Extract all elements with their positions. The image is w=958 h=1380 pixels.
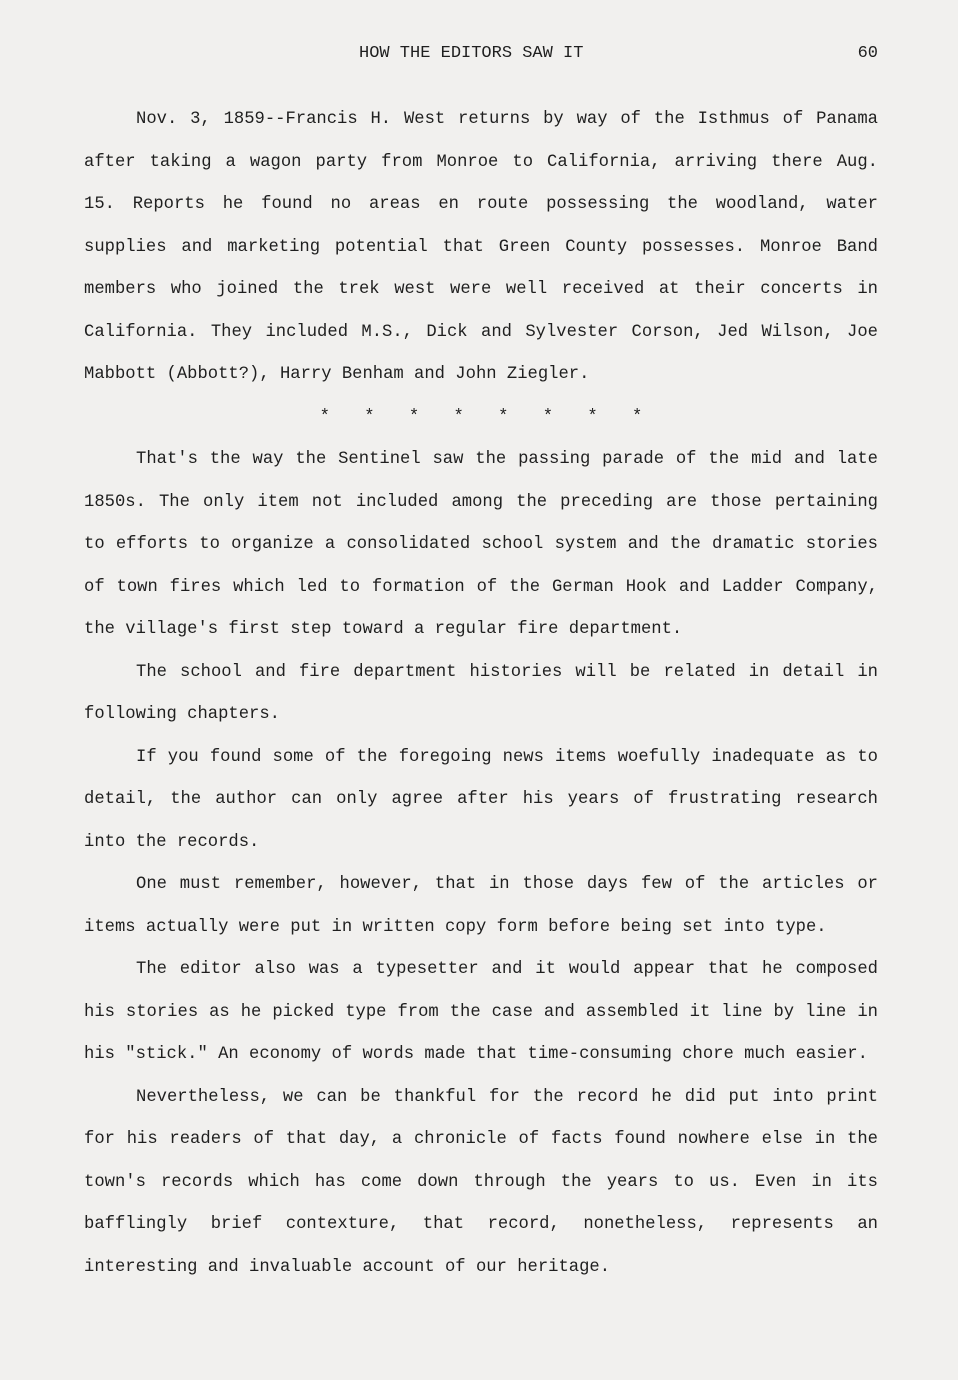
paragraph-following-chapters: The school and fire department histories will be related in detail in following chapters.: [84, 662, 878, 724]
body-text: [84, 99, 878, 1289]
chapter-title: HOW THE EDITORS SAW IT: [359, 44, 584, 63]
paragraph-west-return: Nov. 3, 1859--Francis H. West returns by way of the Isthmus of Panama after taking a wagon party from Monroe to California, arriving there Aug. 15. Reports he found no areas en route possessing the woodland, water supplies and marketing potential that Green County possesses. Monroe Band members who joined the trek west were well received at their concerts in California. They included M.S., Dick and Sylvester Corson, Jed Wilson, Joe Mabbott (Abbott?), Harry Benham and John Ziegler.: [84, 110, 878, 384]
paragraph-inadequate-detail: If you found some of the foregoing news items woefully inadequate as to detail, the author can only agree after his years of frustrating research into the records.: [84, 747, 878, 852]
paragraph-editor-typesetter: The editor also was a typesetter and it would appear that he composed his stories as he picked type from the case and assembled it line by line in his "stick." An economy of words made that time-consuming chore much easier.: [84, 960, 878, 1064]
paragraph-sentinel-summary: That's the way the Sentinel saw the passing parade of the mid and late 1850s. The only item not included among the preceding are those pertaining to efforts to organize a consolidated school system and the dramatic stories of town fires which led to formation of the German Hook and Ladder Company, the village's first step toward a regular fire department.: [84, 450, 878, 639]
section-separator: * * * * * * * *: [319, 407, 655, 427]
paragraph-heritage: Nevertheless, we can be thankful for the record he did put into print for his readers of that day, a chronicle of facts found nowhere else in the town's records which has come down through the years to us. Even in its bafflingly brief contexture, that record, nonetheless, represents an interesting and invaluable account of our heritage.: [84, 1087, 878, 1277]
running-head: [0, 44, 958, 68]
page-number: 60: [857, 44, 878, 63]
paragraph-written-copy: One must remember, however, that in those days few of the articles or items actually were put in written copy form before being set into type.: [84, 875, 878, 937]
